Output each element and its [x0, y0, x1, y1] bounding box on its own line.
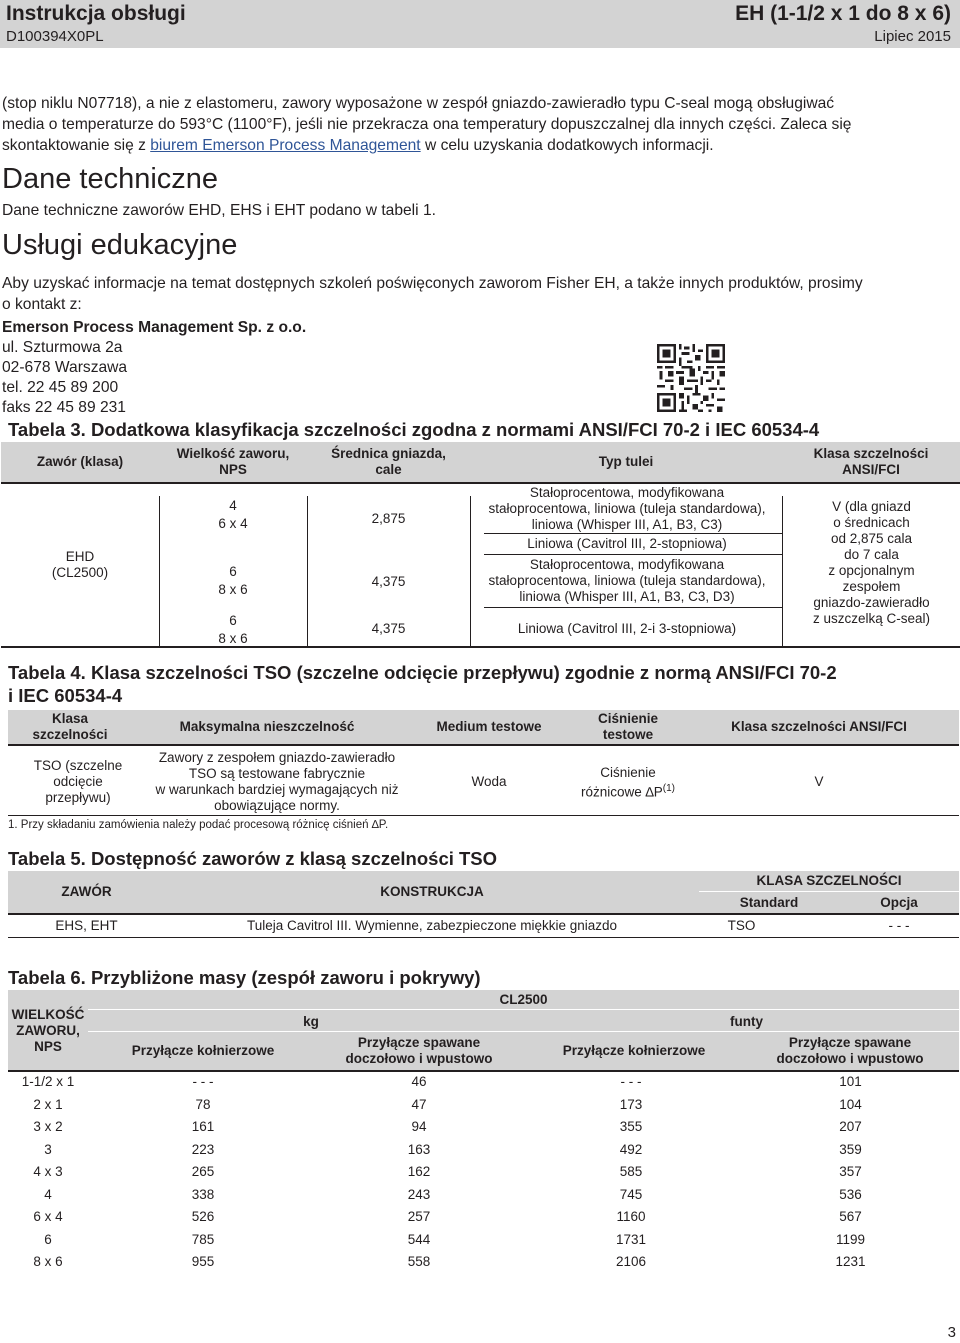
table6-cell: 78 [195, 1096, 211, 1112]
table6-header-size: WIELKOŚĆ ZAWORU, NPS [11, 1007, 85, 1054]
table-row [8, 1229, 959, 1252]
table6-cell: 536 [839, 1186, 862, 1202]
table6-cell: 257 [407, 1209, 431, 1225]
table6-cell: 162 [407, 1164, 431, 1180]
table5-header-class: KLASA SZCZELNOŚCI [756, 873, 902, 888]
table3-bottom-rule [1, 646, 960, 648]
table4-header-leak: Maksymalna nieszczelność [179, 719, 355, 734]
table6-cell: 173 [619, 1096, 643, 1112]
table6-cell: 6 x 4 [33, 1209, 63, 1225]
table6-cell: 359 [839, 1141, 862, 1157]
page-header [0, 0, 960, 48]
qr-code [656, 344, 726, 412]
table6-cell: 104 [839, 1096, 862, 1112]
table5-bottom-rule [8, 937, 959, 938]
product-title: EH (1-1/2 x 1 do 8 x 6) [735, 2, 951, 25]
issue-date: Lipiec 2015 [874, 28, 951, 45]
table6-cell: 243 [407, 1186, 431, 1202]
education-line-1: Aby uzyskać informacje na temat dostępnych szkoleń poświęconych zaworom Fisher EH, a także innych produktów, prosimy [2, 275, 863, 292]
table6-cell: 94 [411, 1119, 427, 1135]
table6-cell: 492 [619, 1141, 643, 1157]
table6-cell: 4 x 3 [33, 1164, 63, 1180]
table6-body [8, 1071, 959, 1274]
table-row [8, 1161, 959, 1184]
table4-class-cell: TSO (szczelne odcięcie przepływu) [33, 758, 123, 805]
specs-text: Dane techniczne zaworów EHD, EHS i EHT podano w tabeli 1. [2, 202, 436, 219]
table6-cell: 1199 [835, 1231, 866, 1247]
intro-line-1: (stop niklu N07718), a nie z elastomeru, zawory wyposażone w zespół gniazdo-zawieradło typu C-seal mogą obsługiwać [2, 95, 835, 112]
table4-header-pressure: Ciśnienie testowe [597, 711, 659, 742]
table6-cell: 785 [191, 1231, 215, 1247]
table3-caption: Tabela 3. Dodatkowa klasyfikacja szczelności zgodna z normami ANSI/FCI 70-2 i IEC 60534-4 [8, 419, 820, 440]
table6-cell: 101 [839, 1074, 862, 1090]
table3-sleeve-rule-1 [484, 533, 782, 534]
table6-header-split-2 [88, 1031, 959, 1032]
table3-header-diameter: Średnica gniazda, cale [331, 446, 446, 477]
intro-line-3-post: w celu uzyskania dodatkowych informacji. [420, 137, 714, 154]
table3-sleeve-rule-3 [484, 607, 782, 608]
table4-leak-cell: Zawory z zespołem gniazdo-zawieradło TSO są testowane fabrycznie w warunkach bardziej wymagających niż obowiązujące normy. [155, 750, 399, 813]
table6-cell: 544 [407, 1231, 431, 1247]
table-row [8, 1116, 959, 1139]
table4-caption-line-2: i IEC 60534-4 [8, 685, 123, 706]
table-row [8, 1206, 959, 1229]
table6-cell: 1231 [835, 1254, 866, 1270]
table5-caption: Tabela 5. Dostępność zaworów z klasą szczelności TSO [8, 848, 498, 869]
table-row [8, 1184, 959, 1207]
intro-line-2: media o temperaturze do 593°C (1100°F), jeśli nie przekracza ona temperatury dopuszczalnej dla innych części. Zaleca się [2, 116, 852, 133]
table5-row-valve: EHS, EHT [55, 918, 118, 933]
table-row [8, 1139, 959, 1162]
table6-cell: 745 [619, 1186, 643, 1202]
table4-caption [8, 661, 837, 707]
table3-header-valve: Zawór (klasa) [36, 454, 124, 469]
table4-medium-cell: Woda [471, 774, 507, 789]
table4-footnote: 1. Przy składaniu zamówienia należy podać procesową różnicę ciśnień ∆P. [8, 819, 389, 831]
table4-pressure-cell: Ciśnienie różnicowe $\Delta P^{(1)}$ [580, 765, 676, 800]
table5-header-option: Opcja [880, 895, 918, 910]
table6-cell: 3 x 2 [33, 1119, 63, 1135]
table6-header-lb-weld: Przyłącze spawane doczołowo i wpustowo [776, 1035, 924, 1066]
table5-row-standard: TSO [727, 918, 756, 933]
education-paragraph [2, 273, 958, 315]
table3-size-1: 4 6 x 4 [218, 498, 248, 531]
table6-header-kg-weld: Przyłącze spawane doczołowo i wpustowo [345, 1035, 493, 1066]
education-line-2: o kontakt z: [2, 296, 82, 313]
table-row [8, 1094, 959, 1117]
table6-header-kg: kg [303, 1014, 319, 1029]
table4-caption-line-1: Tabela 4. Klasa szczelności TSO (szczelne odcięcie przepływu) zgodnie z normą ANSI/FCI 70-2 [8, 662, 837, 683]
table5-header-construction: KONSTRUKCJA [380, 884, 484, 899]
contact-block [2, 318, 306, 418]
table3-header-sleeve: Typ tulei [598, 454, 654, 469]
table3-class-cell: V (dla gniazd o średnicach od 2,875 cala do 7 cala z opcjonalnym zespołem gniazdo-zawieradło z uszczelką C-seal) [812, 499, 931, 626]
table6-cell: 8 x 6 [33, 1254, 63, 1270]
table3-header-size: Wielkość zaworu, NPS [176, 446, 290, 477]
table3-size-3: 6 8 x 6 [218, 613, 248, 646]
table4-header-rule [8, 744, 959, 746]
fax: faks 22 45 89 231 [2, 399, 126, 416]
table5-header-valve: ZAWÓR [61, 884, 112, 899]
intro-line-3 [2, 135, 958, 156]
table6-cell: 1731 [615, 1231, 647, 1247]
table6-cell: 357 [839, 1164, 862, 1180]
table6-caption: Tabela 6. Przybliżone masy (zespół zaworu i pokrywy) [8, 967, 481, 988]
table6-cell: 163 [407, 1141, 431, 1157]
table6-header-class: CL2500 [499, 992, 548, 1007]
company-name: Emerson Process Management Sp. z o.o. [2, 319, 307, 336]
table6-header-lb: funty [730, 1014, 763, 1029]
page-number: 3 [947, 1324, 956, 1341]
table5-header-split [699, 891, 959, 892]
table6-cell: 338 [191, 1186, 215, 1202]
intro-line-3-pre: skontaktowanie się z [2, 137, 151, 154]
table5-row-option: - - - [888, 918, 910, 933]
table6-cell: 355 [619, 1119, 643, 1135]
table5-header-standard: Standard [739, 895, 799, 910]
emerson-office-link[interactable]: biurem Emerson Process Management [150, 137, 421, 154]
table6-cell: - - - [192, 1074, 214, 1090]
table6-cell: 955 [191, 1254, 215, 1270]
table3-diameter-3: 4,375 [371, 621, 406, 636]
document-id: D100394X0PL [6, 28, 104, 45]
table3-sleeve-1: Stałoprocentowa, modyfikowana stałoprocentowa, liniowa (tuleja standardowa), liniowa (Whisper III, A1, B3, C3) [488, 485, 766, 532]
table6-cell: 161 [191, 1119, 215, 1135]
table4-header-medium: Medium testowe [436, 719, 542, 734]
table6-cell: 585 [619, 1164, 643, 1180]
intro-paragraph [2, 93, 958, 156]
education-heading: Usługi edukacyjne [2, 229, 238, 261]
table6-cell: 1160 [616, 1209, 646, 1225]
table-row [8, 1251, 959, 1274]
table6-cell: 265 [191, 1164, 215, 1180]
table3-diameter-1: 2,875 [371, 511, 406, 526]
table3-size-2: 6 8 x 6 [218, 564, 248, 597]
table6-cell: 47 [411, 1096, 427, 1112]
table6-cell: 207 [839, 1119, 862, 1135]
specs-heading: Dane techniczne [2, 163, 219, 195]
table3-sleeve-3: Stałoprocentowa, modyfikowana stałoprocentowa, liniowa (tuleja standardowa), liniowa (Whisper III, A1, B3, C3, D3) [488, 557, 766, 604]
table6-cell: 223 [191, 1141, 215, 1157]
table4-bottom-rule [8, 815, 959, 816]
table3-header-rule [1, 482, 960, 484]
phone: tel. 22 45 89 200 [2, 379, 119, 396]
table5-row-construction: Tuleja Cavitrol III. Wymienne, zabezpieczone miękkie gniazdo [246, 918, 618, 933]
table4-ansi-cell: V [814, 774, 824, 789]
table3-header-class: Klasa szczelności ANSI/FCI [813, 446, 929, 477]
table4-header-class: Klasa szczelności [32, 711, 108, 742]
city: 02-678 Warszawa [2, 359, 128, 376]
table6-header-lb-flange: Przyłącze kołnierzowe [562, 1043, 706, 1058]
table6-header-kg-flange: Przyłącze kołnierzowe [131, 1043, 275, 1058]
table6-cell: 4 [44, 1186, 52, 1202]
table3 [1, 442, 960, 482]
street: ul. Szturmowa 2a [2, 339, 123, 356]
table6-cell: 567 [839, 1209, 862, 1225]
table3-sleeve-2: Liniowa (Cavitrol III, 2-stopniowa) [527, 536, 727, 551]
table6-cell: 526 [191, 1209, 215, 1225]
table3-header-row [1, 442, 960, 482]
manual-title: Instrukcja obsługi [6, 2, 186, 25]
table6-header-split-1 [88, 1009, 959, 1010]
table3-diameter-2: 4,375 [371, 574, 406, 589]
table6-cell: 2 x 1 [33, 1096, 63, 1112]
table6-cell: 3 [44, 1141, 52, 1157]
table6-cell: - - - [620, 1074, 642, 1090]
table3-sleeve-4: Liniowa (Cavitrol III, 2-i 3-stopniowa) [517, 621, 737, 636]
table6-cell: 1-1/2 x 1 [21, 1074, 75, 1090]
table5-header-rule [8, 913, 959, 915]
table3-sleeve-rule-2 [484, 554, 782, 555]
table-row [8, 1071, 959, 1094]
table4-header-ansi: Klasa szczelności ANSI/FCI [731, 719, 907, 734]
table6-cell: 558 [407, 1254, 431, 1270]
table6-cell: 2106 [615, 1254, 647, 1270]
table3-valve-cell: EHD (CL2500) [51, 549, 109, 580]
table6-cell: 6 [44, 1231, 52, 1247]
table6-cell: 46 [411, 1074, 427, 1090]
